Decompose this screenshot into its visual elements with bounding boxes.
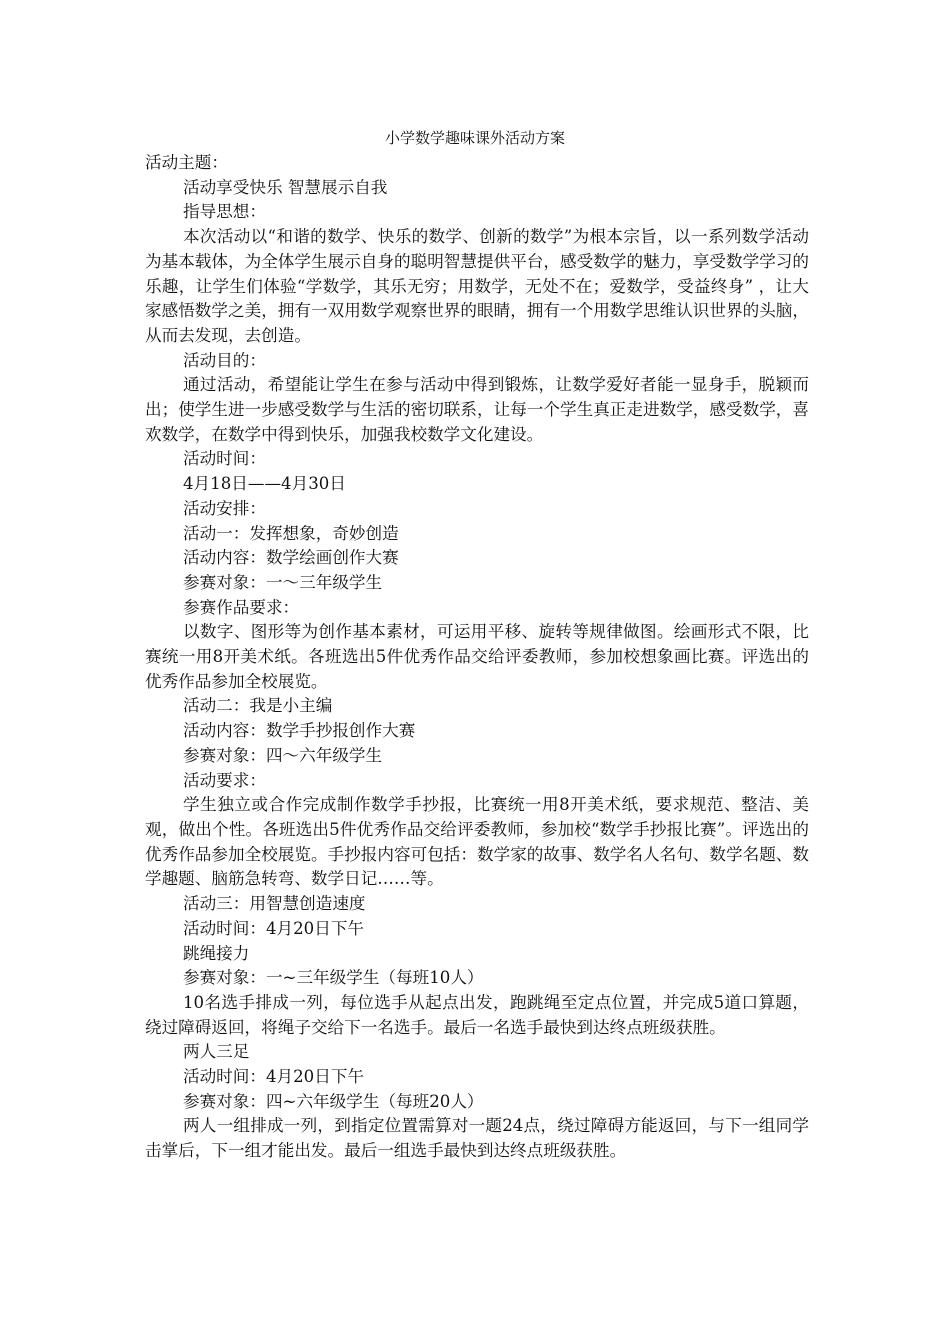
paragraph: 学生独立或合作完成制作数学手抄报，比赛统一用8开美术纸，要求规范、整洁、美观，做出个性。各班选出5件优秀作品交给评委教师，参加校“数学手抄报比赛”。评选出的优秀作品参加全校展览。手抄报内容可包括：数学家的故事、数学名人名句、数学名题、数学趣题、脑筋急转弯、数学日记……等。: [145, 795, 809, 889]
paragraph: 活动内容：数学手抄报创作大赛: [183, 721, 416, 741]
paragraph: 活动主题：: [145, 153, 228, 172]
paragraph: 活动要求：: [183, 770, 266, 790]
paragraph: 参赛对象：四~六年级学生（每班20人）: [183, 1091, 484, 1111]
document-body: [145, 151, 809, 1164]
paragraph: 活动安排：: [183, 498, 266, 518]
paragraph: 活动内容：数学绘画创作大赛: [183, 548, 399, 568]
document-title: 小学数学趣味课外活动方案: [384, 129, 565, 147]
paragraph: 活动三：用智慧创造速度: [183, 894, 366, 914]
paragraph: 活动时间：: [183, 449, 266, 469]
paragraph: 参赛对象：一～三年级学生: [183, 572, 383, 592]
paragraph: 活动时间：4月20日下午: [183, 918, 365, 938]
paragraph: 活动目的：: [183, 350, 266, 370]
paragraph: 活动时间：4月20日下午: [183, 1067, 365, 1087]
paragraph: 参赛对象：四～六年级学生: [183, 745, 383, 765]
paragraph: 两人三足: [183, 1042, 250, 1062]
paragraph: 本次活动以“和谐的数学、快乐的数学、创新的数学”为根本宗旨，以一系列数学活动为基本载体，为全体学生展示自身的聪明智慧提供平台，感受数学的魅力，享受数学学习的乐趣，让学生们体验“学数学，其乐无穷；用数学，无处不在；爱数学，受益终身” ，让大家感悟数学之美，拥有一双用数学观察世界的眼睛，拥有一个用数学思维认识世界的头脑，从而去发现，去创造。: [145, 227, 809, 345]
paragraph: 两人一组排成一列，到指定位置需算对一题24点，绕过障碍方能返回，与下一组同学击掌后，下一组才能出发。最后一组选手最快到达终点班级获胜。: [145, 1116, 809, 1161]
paragraph: 参赛对象：一~三年级学生（每班10人）: [183, 968, 484, 988]
paragraph: 以数字、图形等为创作基本素材，可运用平移、旋转等规律做图。绘画形式不限，比赛统一用8开美术纸。各班选出5件优秀作品交给评委教师，参加校想象画比赛。评选出的优秀作品参加全校展览。: [145, 622, 809, 691]
paragraph: 通过活动，希望能让学生在参与活动中得到锻炼，让数学爱好者能一显身手，脱颖而出；使学生进一步感受数学与生活的密切联系，让每一个学生真正走进数学，感受数学，喜欢数学，在数学中得到快乐，加强我校数学文化建设。: [145, 375, 809, 444]
paragraph: 参赛作品要求：: [183, 597, 300, 617]
paragraph: 跳绳接力: [183, 943, 250, 963]
paragraph: 活动一：发挥想象，奇妙创造: [183, 523, 399, 543]
paragraph: 指导思想：: [183, 202, 266, 222]
paragraph: 活动二：我是小主编: [183, 696, 333, 716]
paragraph: 活动享受快乐 智慧展示自我: [183, 177, 388, 197]
paragraph: 10名选手排成一列，每位选手从起点出发，跑跳绳至定点位置，并完成5道口算题，绕过障碍返回，将绳子交给下一名选手。最后一名选手最快到达终点班级获胜。: [145, 992, 809, 1037]
paragraph: 4月18日——4月30日: [183, 474, 346, 494]
